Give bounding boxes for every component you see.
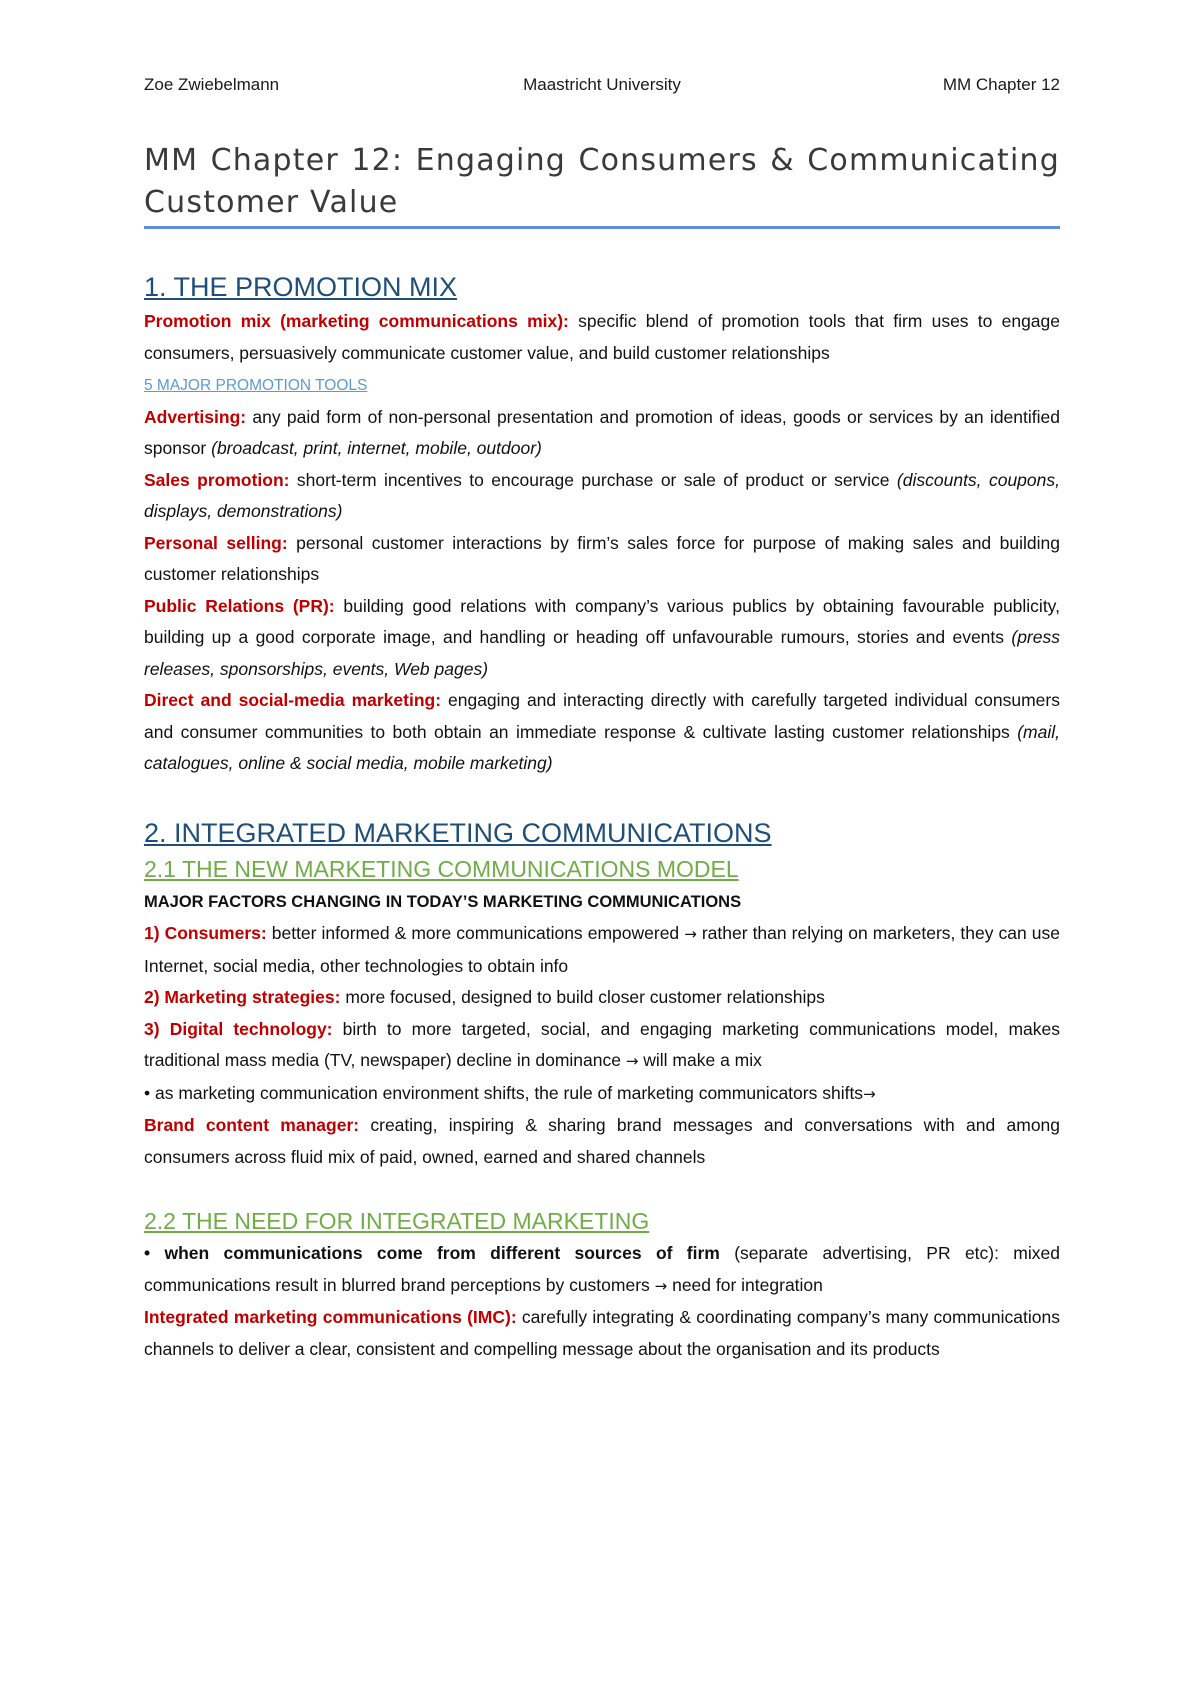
definition-digital-technology: birth to more targeted, social, and engaging marketing communications model, makes traditional mass media (TV, newspaper) decline in dominance bbox=[144, 1018, 1060, 1070]
paragraph-factor-consumers bbox=[144, 918, 1060, 982]
right-arrow-icon: → bbox=[654, 1276, 668, 1295]
term-consumers: 1) Consumers: bbox=[144, 923, 267, 943]
section-heading-promotion-mix: 1. THE PROMOTION MIX bbox=[144, 272, 458, 302]
paragraph-direct-marketing bbox=[144, 685, 1060, 780]
tools-heading: 5 MAJOR PROMOTION TOOLS bbox=[144, 377, 368, 394]
paragraph-factor-digital bbox=[144, 1014, 1060, 1078]
subsection-heading-new-model: 2.1 THE NEW MARKETING COMMUNICATIONS MODEL bbox=[144, 855, 739, 882]
term-marketing-strategies: 2) Marketing strategies: bbox=[144, 987, 341, 1007]
bullet-bold-text: • when communications come from different sources of firm bbox=[144, 1243, 720, 1263]
term-direct-marketing: Direct and social-media marketing: bbox=[144, 690, 442, 710]
paragraph-sales-promotion bbox=[144, 465, 1060, 528]
definition-promotion-mix: specific blend of promotion tools that firm uses to engage consumers, persuasively communicate customer value, and build customer relationships bbox=[144, 311, 1061, 363]
right-arrow-icon: → bbox=[684, 925, 697, 943]
definition-marketing-strategies: more focused, designed to build closer customer relationships bbox=[340, 987, 825, 1007]
definition-direct-marketing: engaging and interacting directly with carefully targeted individual consumers and consumer communities to both obtain an immediate response & cultivate lasting customer relationships bbox=[144, 690, 1060, 742]
factors-heading bbox=[144, 886, 1060, 919]
document-title: MM Chapter 12: Engaging Consumers & Communicating Customer Value bbox=[144, 143, 1060, 220]
bullet-text: • as marketing communication environment shifts, the rule of marketing communicators shifts bbox=[144, 1082, 864, 1103]
term-sales-promotion: Sales promotion: bbox=[144, 469, 290, 490]
paragraph-imc bbox=[144, 1302, 1060, 1365]
subsection-heading-need-for-integration: 2.2 THE NEED FOR INTEGRATED MARKETING bbox=[144, 1208, 650, 1234]
paragraph-factor-strategies bbox=[144, 982, 1060, 1014]
term-public-relations: Public Relations (PR): bbox=[144, 595, 335, 616]
term-promotion-mix: Promotion mix (marketing communications mix): bbox=[144, 311, 569, 331]
examples-public-relations: (press releases, sponsorships, events, Web pages) bbox=[144, 627, 1060, 679]
right-arrow-icon: → bbox=[625, 1052, 639, 1070]
bullet-text-end: need for integration bbox=[667, 1274, 823, 1295]
paragraph-personal-selling bbox=[144, 528, 1060, 591]
definition-public-relations: building good relations with company’s various publics by obtaining favourable publicity, building up a good corporate image, and handling or heading off unfavourable rumours, stories and events bbox=[144, 595, 1060, 647]
term-advertising: Advertising: bbox=[144, 406, 247, 427]
definition-brand-content-manager: creating, inspiring & sharing brand messages and conversations with and among consumers across fluid mix of paid, owned, earned and shared channels bbox=[144, 1115, 1061, 1167]
definition-imc: carefully integrating & coordinating company’s many communications channels to deliver a clear, consistent and compelling message about the organisation and its products bbox=[144, 1307, 1060, 1359]
paragraph-promotion-mix bbox=[144, 306, 1060, 369]
right-arrow-icon: → bbox=[863, 1084, 876, 1103]
header-chapter: MM Chapter 12 bbox=[942, 75, 1060, 94]
term-brand-content-manager: Brand content manager: bbox=[144, 1115, 360, 1135]
definition-consumers-continued: rather than relying on marketers, they can use Internet, social media, other technologies to obtain info bbox=[144, 923, 1061, 976]
paragraph-public-relations bbox=[144, 591, 1060, 686]
examples-direct-marketing: (mail, catalogues, online & social media, mobile marketing) bbox=[144, 721, 1060, 773]
section-heading-imc: 2. INTEGRATED MARKETING COMMUNICATIONS bbox=[144, 817, 772, 848]
definition-consumers: better informed & more communications empowered bbox=[266, 923, 685, 943]
examples-advertising: (broadcast, print, internet, mobile, outdoor) bbox=[211, 438, 542, 458]
paragraph-brand-content-manager bbox=[144, 1110, 1060, 1173]
factors-heading-text: MAJOR FACTORS CHANGING IN TODAY’S MARKETING COMMUNICATIONS bbox=[144, 892, 742, 911]
subheading-promotion-tools bbox=[144, 369, 1060, 402]
header-institution: Maastricht University bbox=[523, 75, 681, 94]
term-digital-technology: 3) Digital technology: bbox=[144, 1018, 333, 1039]
definition-advertising: any paid form of non-personal presentation and promotion of ideas, goods or services by an identified sponsor bbox=[144, 406, 1060, 458]
paragraph-advertising bbox=[144, 402, 1060, 465]
bullet-different-sources bbox=[144, 1238, 1060, 1302]
term-personal-selling: Personal selling: bbox=[144, 532, 288, 553]
definition-personal-selling: personal customer interactions by firm’s sales force for purpose of making sales and building customer relationships bbox=[144, 532, 1060, 584]
document-body bbox=[144, 270, 1060, 1365]
definition-digital-technology-continued: will make a mix bbox=[638, 1050, 762, 1070]
bullet-environment-shift bbox=[144, 1078, 1060, 1111]
examples-sales-promotion: (discounts, coupons, displays, demonstrations) bbox=[144, 469, 1060, 521]
title-underline-rule bbox=[144, 226, 1060, 229]
term-imc: Integrated marketing communications (IMC): bbox=[144, 1307, 517, 1327]
bullet-text: (separate advertising, PR etc): mixed communications result in blurred brand perceptions by customers bbox=[144, 1243, 1060, 1295]
header-author: Zoe Zwiebelmann bbox=[144, 75, 280, 94]
definition-sales-promotion: short-term incentives to encourage purchase or sale of product or service bbox=[289, 469, 897, 490]
